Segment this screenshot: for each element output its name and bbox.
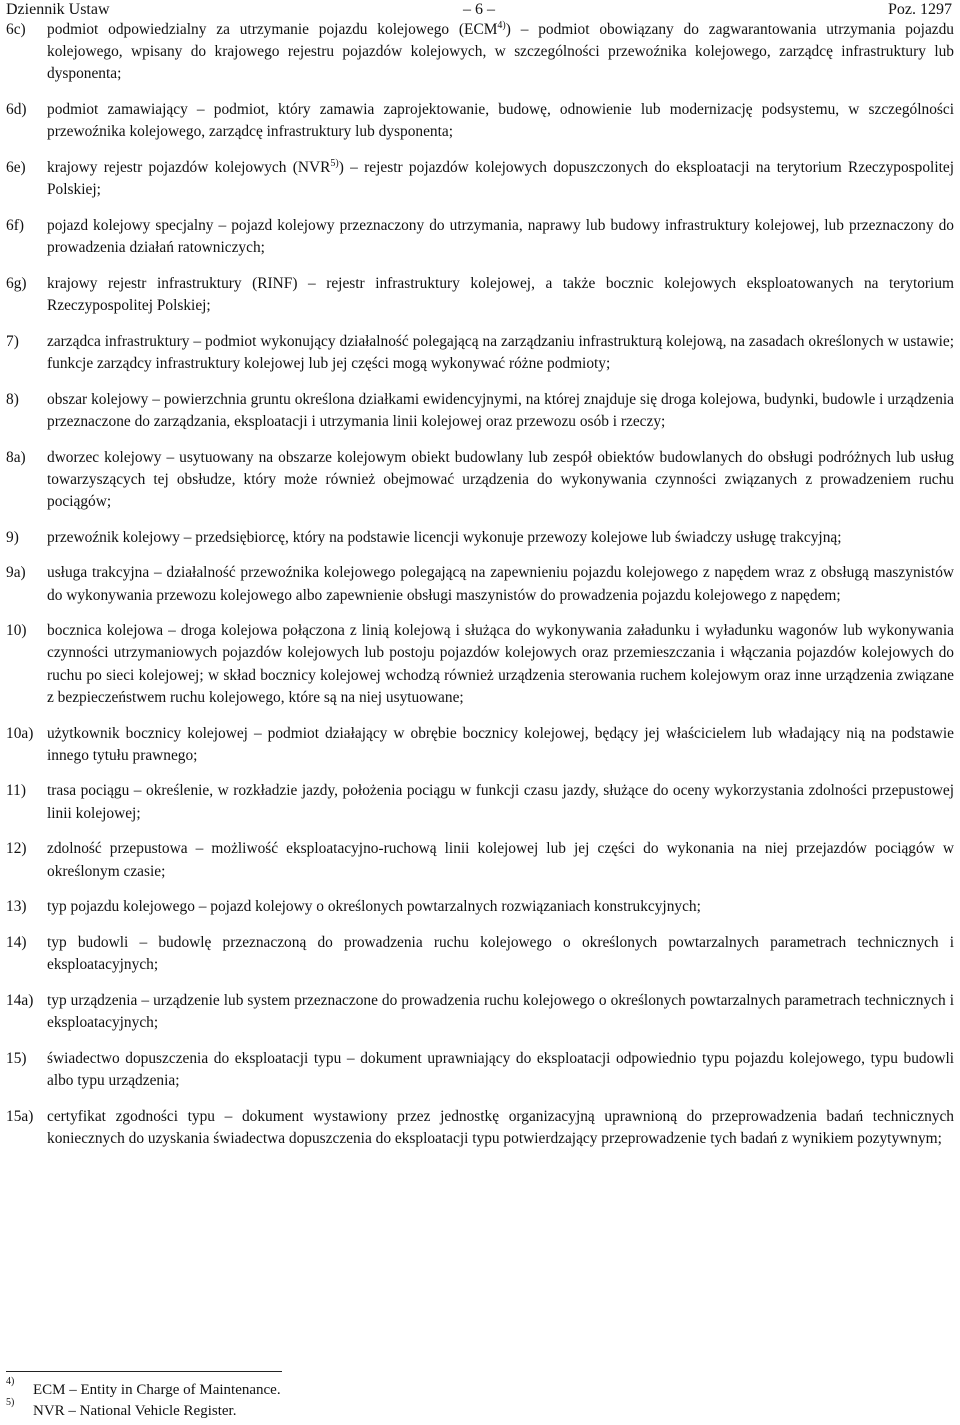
item-text: typ pojazdu kolejowego – pojazd kolejowy o określonych powtarzalnych rozwiązaniach konstrukcyjnych; — [47, 898, 701, 916]
item-number: 6g) — [6, 274, 27, 292]
definition-item — [6, 99, 954, 143]
item-number: 11) — [6, 782, 26, 800]
definition-item — [6, 990, 954, 1034]
item-number: 6e) — [6, 159, 26, 177]
page-header — [6, 0, 952, 20]
footnote — [6, 1397, 954, 1422]
definition-item — [6, 447, 954, 514]
item-text: typ urządzenia – urządzenie lub system przeznaczone do prowadzenia ruchu kolejowego o określonych powtarzalnych parametrach technicznych i eksploatacyjnych; — [47, 991, 954, 1032]
item-number: 9a) — [6, 564, 26, 582]
definition-item — [6, 780, 954, 824]
page-number: – 6 – — [463, 1, 495, 18]
footnote-text: ECM – Entity in Charge of Maintenance. — [33, 1382, 281, 1398]
item-text: pojazd kolejowy specjalny – pojazd kolejowy przeznaczony do utrzymania, naprawy lub budowy infrastruktury kolejowej, lub przeznaczony do prowadzenia działań ratowniczych; — [47, 216, 954, 257]
item-text: certyfikat zgodności typu – dokument wystawiony przez jednostkę organizacyjną uprawnioną do przeprowadzenia badań technicznych koniecznych do uzyskania świadectwa dopuszczenia do eksploatacji typu potwierdzający przeprowadzenie tych badań z wynikiem pozytywnym; — [47, 1107, 954, 1147]
footnote — [6, 1376, 954, 1401]
item-number: 6f) — [6, 216, 24, 234]
footnotes — [6, 1376, 954, 1422]
item-text-cont: ) – rejestr pojazdów kolejowych dopuszczonych do eksploatacji na terytorium Rzeczypospolitej Polskiej; — [47, 159, 954, 199]
item-number: 6d) — [6, 101, 27, 119]
item-text: przewoźnik kolejowy – przedsiębiorcę, który na podstawie licencji wykonuje przewozy kolejowe lub świadczy usługę trakcyjną; — [47, 528, 842, 546]
item-number: 10a) — [6, 724, 34, 742]
definition-item — [6, 723, 954, 767]
definition-item — [6, 932, 954, 976]
footnote-text: NVR – National Vehicle Register. — [33, 1403, 237, 1419]
definition-item — [6, 157, 954, 201]
definition-item — [6, 19, 954, 86]
item-number: 12) — [6, 840, 27, 858]
definition-item — [6, 527, 954, 549]
definition-item — [6, 562, 954, 606]
item-number: 14a) — [6, 991, 34, 1009]
item-text: zdolność przepustowa – możliwość eksploatacyjno-ruchową linii kolejowej lub jej części do wykonania na niej przejazdów pociągów w określonym czasie; — [47, 840, 954, 880]
item-text: obszar kolejowy – powierzchnia gruntu określona działkami ewidencyjnymi, na której znajduje się droga kolejowa, budynki, budowle i urządzenia przeznaczone do zarządzania, eksploatacji i utrzymania linii kolejowej oraz przewozu osób i rzeczy; — [47, 390, 954, 430]
definition-item — [6, 620, 954, 709]
item-number: 9) — [6, 528, 19, 546]
footnote-ref: 5) — [330, 158, 339, 170]
definition-item — [6, 273, 954, 317]
item-text-cont: ) – podmiot obowiązany do zagwarantowania utrzymania pojazdu kolejowego, wpisany do krajowego rejestru pojazdów kolejowych, w szczególności przewoźnika kolejowego, zarządcę infrastruktury lub dysponenta; — [47, 21, 954, 83]
item-number: 8) — [6, 390, 19, 408]
item-number: 8a) — [6, 448, 26, 466]
item-text: świadectwo dopuszczenia do eksploatacji typu – dokument uprawniający do eksploatacji odpowiednio typu pojazdu kolejowego, typu budowli albo typu urządzenia; — [47, 1049, 954, 1090]
footnote-number: 4) — [6, 1376, 15, 1387]
item-text: podmiot zamawiający – podmiot, który zamawia zaprojektowanie, budowę, odnowienie lub modernizację podsystemu, w szczególności przewoźnika kolejowego, zarządcę infrastruktury lub dysponenta; — [47, 101, 954, 141]
item-number: 13) — [6, 898, 27, 916]
item-number: 15a) — [6, 1107, 34, 1125]
item-number: 10) — [6, 622, 27, 640]
definition-item — [6, 1048, 954, 1092]
item-number: 15) — [6, 1049, 27, 1067]
definitions-list — [6, 19, 954, 1164]
definition-item — [6, 331, 954, 375]
footnote-ref: 4) — [497, 20, 506, 31]
definition-item — [6, 896, 954, 918]
definition-item — [6, 838, 954, 882]
item-text: podmiot odpowiedzialny za utrzymanie pojazdu kolejowego (ECM — [47, 21, 498, 38]
item-text: zarządca infrastruktury – podmiot wykonujący działalność polegającą na zarządzaniu infrastrukturą kolejową, na zasadach określonych w ustawie; funkcje zarządcy infrastruktury kolejowej lub jej części mogą wykonywać różne podmioty; — [47, 332, 954, 372]
item-text: bocznica kolejowa – droga kolejowa połączona z linią kolejową i służąca do wykonywania załadunku i wyładunku wagonów lub wykonywania czynności utrzymaniowych pojazdów kolejowych lub postoju pojazdów kolejowych oraz przemieszczania i włączania pojazdów kolejowych do ruchu po sieci kolejowej; w skład bocznicy kolejowej wchodzą również urządzenia sterowania ruchem kolejowym oraz inne urządzenia związane z bezpieczeństwem ruchu kolejowego, które są na niej usytuowane; — [47, 622, 954, 706]
item-number: 14) — [6, 934, 27, 951]
item-number: 7) — [6, 332, 19, 350]
definition-item — [6, 215, 954, 259]
footnote-divider — [6, 1371, 282, 1372]
item-text: dworzec kolejowy – usytuowany na obszarze kolejowym obiekt budowlany lub zespół obiektów budowlanych do obsługi podróżnych lub usług towarzyszących tej obsłudze, który może również obejmować urządzenia do wykonywania czynności związanych z prowadzeniem ruchu pociągów; — [47, 448, 954, 510]
footnote-number: 5) — [6, 1397, 15, 1408]
item-text: usługa trakcyjna – działalność przewoźnika kolejowego polegającą na zapewnieniu pojazdu kolejowego z napędem wraz z obsługą maszynistów do wykonywania przewozu kolejowego albo zapewnienie obsługi maszynistów do prowadzenia pojazdu kolejowego z napędem; — [47, 564, 954, 604]
definition-item — [6, 1106, 954, 1150]
journal-name: Dziennik Ustaw — [6, 1, 110, 18]
item-text: użytkownik bocznicy kolejowej – podmiot działający w obrębie bocznicy kolejowej, będący jej właścicielem lub władający nią na podstawie innego tytułu prawnego; — [47, 724, 954, 764]
item-text: typ budowli – budowlę przeznaczoną do prowadzenia ruchu kolejowego o określonych powtarzalnych parametrach technicznych i eksploatacyjnych; — [47, 934, 954, 974]
definition-item — [6, 389, 954, 433]
item-text: krajowy rejestr pojazdów kolejowych (NVR — [47, 159, 331, 177]
item-text: krajowy rejestr infrastruktury (RINF) – rejestr infrastruktury kolejowej, a także bocznic kolejowych eksploatowanych na terytorium Rzeczypospolitej Polskiej; — [47, 274, 954, 315]
item-text: trasa pociągu – określenie, w rozkładzie jazdy, położenia pociągu w funkcji czasu jazdy, służące do oceny wykorzystania zdolności przepustowej linii kolejowej; — [47, 782, 954, 822]
position-number: Poz. 1297 — [888, 1, 952, 18]
item-number: 6c) — [6, 21, 26, 38]
